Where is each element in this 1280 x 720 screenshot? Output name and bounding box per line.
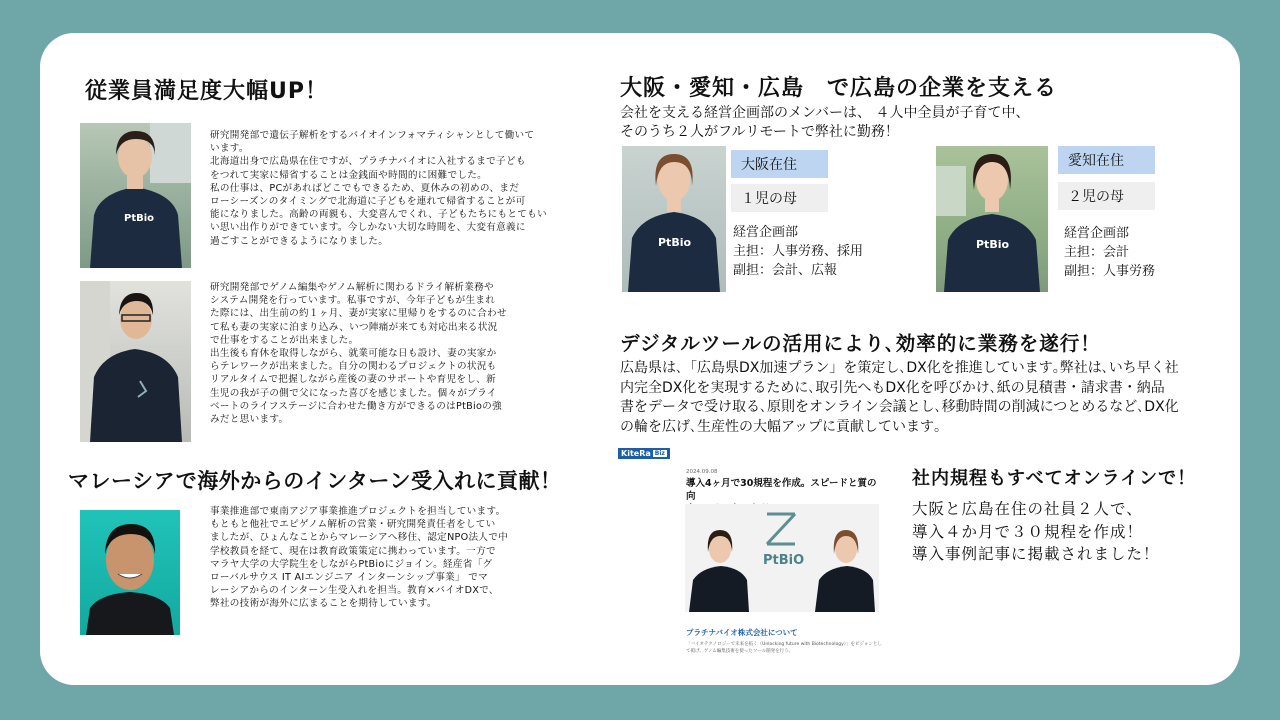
online-description: 大阪と広島在住の社員２人で、 導入４か月で３０規程を作成！ 導入事例記事に掲載されました！	[912, 500, 1160, 563]
employee-story-1: 研究開発部で遺伝子解析をするバイオインフォマティシャンとして働いて います。 北海道出身で広島県在住ですが、プラチナバイオに入社するまで子ども をつれて実家に帰省することは金銭面や時間的に困難でした。 私の仕事は、PCがあればどこでもできるため、夏休みの初めの、まだ ローシーズンのタイミングで北海道に子どもを連れて帰省することが可 能になりました。高齢の両親も、大変喜んでくれ、子どもたちにもとてもい い思い出作りができています。今しかない大切な時間を、大変有意義に 過ごすことができるようになりました。	[210, 130, 547, 247]
dx-title: デジタルツールの活用により､効率的に業務を遂行！	[620, 332, 1101, 355]
member1-roles: 経営企画部 主担：人事労務、採用 副担：会計、広報	[733, 225, 864, 278]
online-title: 社内規程もすべてオンラインで！	[912, 468, 1197, 489]
member1-location-tag: 大阪在住	[731, 150, 828, 178]
kitera-logo: KiteRa Biz	[618, 448, 670, 459]
article-headline: 導入4ヶ月で30規程を作成。スピードと質の向	[686, 478, 877, 502]
svg-text:PtBio: PtBio	[658, 236, 692, 249]
employee-photo-3	[80, 510, 180, 635]
article-body: 「バイオテクノロジーで未来を拓く（Unlocking future with Biotechnology）」をビジョンとし て掲げ、ゲノム編集技術を使ったツール開発を行う。	[686, 642, 882, 654]
member2-roles: 経営企画部 主担：会計 副担：人事労務	[1064, 226, 1156, 279]
dx-description: 広島県は､「広島県DX加速プラン」を策定し､DX化を推進しています｡弊社は､いち早く社 内完全DX化を実現するために､取引先へもDX化を呼びかけ､紙の見積書・請求書・納品 書をデータで受け取る､原則をオンライン会議とし､移動時間の削減につとめるなど､DX化 の輪を広げ､生産性の大幅アップに貢献しています｡	[620, 360, 1179, 435]
member2-location-tag: 愛知在住	[1058, 146, 1155, 174]
svg-text:PtBiO: PtBiO	[763, 553, 805, 568]
employee-photo-1	[80, 123, 191, 268]
member2-family-tag: ２児の母	[1058, 182, 1155, 210]
employee-story-3: 事業推進部で東南アジア事業推進プロジェクトを担当しています。 もともと他社でエピゲノム解析の営業・研究開発責任者をしてい ましたが、ひょんなことからマレーシアへ移住、認定NPO法人で中 学校教員を経て、現在は教育政策策定に携わっています。一方で マラヤ大学の大学院生をしながらPtBioにジョイン。経産省「グ ローバルサウス IT AIエンジニア インターンシップ事業」 でマ レーシアからのインターン生受入れを担当。教育×バイオDXで、 弊社の技術が海外に広まることを期待しています。	[210, 506, 509, 610]
article-meta: 2024.09.08	[686, 469, 718, 475]
satisfaction-title: 従業員満足度大幅UP！	[85, 79, 328, 104]
shirt-logo: PtBio	[124, 213, 155, 224]
article-photo	[685, 504, 879, 612]
member-photo-osaka	[622, 146, 726, 292]
intern-title: マレーシアで海外からのインターン受入れに貢献！	[68, 469, 562, 493]
regions-description: 会社を支える経営企画部のメンバーは、 ４人中全員が子育て中、 そのうち２人がフルリモートで弊社に勤務！	[620, 105, 1030, 140]
employee-photo-2	[80, 281, 191, 442]
member-photo-aichi	[936, 146, 1048, 292]
article-screenshot	[676, 455, 884, 660]
regions-title: 大阪・愛知・広島 で広島の企業を支える	[620, 76, 1058, 101]
employee-story-2: 研究開発部でゲノム編集やゲノム解析に関わるドライ解析業務や システム開発を行っています。私事ですが、今年子どもが生まれ た際には、出生前の約１ヶ月、妻が実家に里帰りをするのに合わせ て私も妻の実家に泊まり込み、いつ陣痛が来ても対応出来る状況 で仕事をすることが出来ました。 出生後も育休を取得しながら、就業可能な日も設け、妻の実家か らテレワークが出来ました。自分の関わるプロジェクトの状況も リアルタイムで把握しながら産後の妻のサポートや育児をし、新 生児の我が子の側で父になった喜びを感じました。個々がプライ ベートのライフステージに合わせた働き方ができるのはPtBioの強 みだと思います。	[210, 282, 507, 426]
article-section-title: プラチナバイオ株式会社について	[686, 628, 798, 637]
member1-family-tag: １児の母	[731, 184, 828, 212]
svg-text:PtBio: PtBio	[976, 238, 1010, 251]
